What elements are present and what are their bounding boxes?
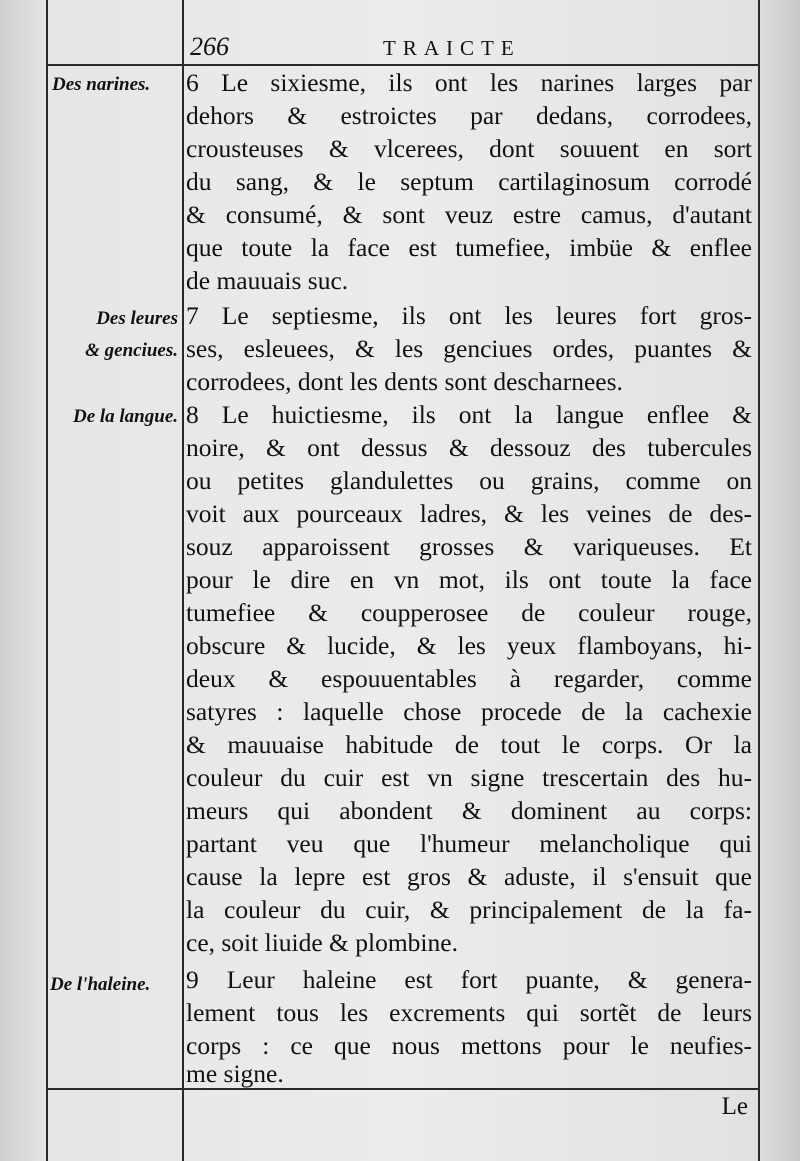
text-line: me signe. xyxy=(186,1059,284,1088)
text-line: souz apparoissent grosses & variqueuses. Et xyxy=(186,532,752,561)
text-line: ou petites glandulettes ou grains, comme on xyxy=(186,466,752,495)
column-divider-rule xyxy=(182,0,184,1161)
text-line: 9 Leur haleine est fort puante, & genera- xyxy=(186,965,752,994)
margin-note-genciues: & genciues. xyxy=(85,340,178,361)
text-line: noire, & ont dessus & dessouz des tubercules xyxy=(186,433,752,462)
text-line: dehors & estroictes par dedans, corrodees, xyxy=(186,101,752,130)
page-number: 266 xyxy=(190,32,229,61)
text-line: 8 Le huictiesme, ils ont la langue enflee & xyxy=(186,400,752,429)
text-line: couleur du cuir est vn signe trescertain des hu- xyxy=(186,763,752,792)
text-line: ce, soit liuide & plombine. xyxy=(186,928,458,957)
text-line: du sang, & le septum cartilaginosum corrodé xyxy=(186,167,752,196)
text-line: que toute la face est tumefiee, imbüe & enflee xyxy=(186,233,752,262)
catchword: Le xyxy=(721,1093,748,1120)
text-line: de mauuais suc. xyxy=(186,266,349,295)
outer-right-rule xyxy=(758,0,760,1161)
margin-note-narines: Des narines. xyxy=(52,74,151,95)
text-line: pour le dire en vn mot, ils ont toute la face xyxy=(186,565,752,594)
text-line: & mauuaise habitude de tout le corps. Or la xyxy=(186,730,752,759)
text-line: corrodees, dont les dents sont descharnees. xyxy=(186,367,623,396)
margin-note-langue: De la langue. xyxy=(72,406,178,427)
text-line: satyres : laquelle chose procede de la cachexie xyxy=(186,697,752,726)
text-line: voit aux pourceaux ladres, & les veines de des- xyxy=(186,499,752,528)
text-line: crousteuses & vlcerees, dont souuent en sort xyxy=(186,134,752,163)
text-line: ses, esleuees, & les genciues ordes, puantes & xyxy=(186,334,752,363)
margin-note-leures: Des leures xyxy=(96,308,178,329)
text-line: corps : ce que nous mettons pour le neufies- xyxy=(186,1031,752,1060)
text-line: cause la lepre est gros & aduste, il s'ensuit que xyxy=(186,862,752,891)
running-title: TRAICTE xyxy=(383,36,521,60)
text-line: lement tous les excrements qui sortẽt de leurs xyxy=(186,998,752,1027)
text-line: deux & espouuentables à regarder, comme xyxy=(186,664,752,693)
page-header xyxy=(0,30,800,64)
text-line: la couleur du cuir, & principalement de la fa- xyxy=(186,895,752,924)
margin-note-haleine: De l'haleine. xyxy=(50,974,151,995)
text-line: 7 Le septiesme, ils ont les leures fort gros- xyxy=(186,301,752,330)
text-line: meurs qui abondent & dominent au corps: xyxy=(186,796,752,825)
text-line: obscure & lucide, & les yeux flamboyans, hi- xyxy=(186,631,752,660)
text-line: & consumé, & sont veuz estre camus, d'autant xyxy=(186,200,752,229)
text-line: partant veu que l'humeur melancholique qui xyxy=(186,829,752,858)
text-line: 6 Le sixiesme, ils ont les narines larges par xyxy=(186,68,752,97)
outer-left-rule xyxy=(46,0,48,1161)
text-line: tumefiee & coupperosee de couleur rouge, xyxy=(186,598,752,627)
